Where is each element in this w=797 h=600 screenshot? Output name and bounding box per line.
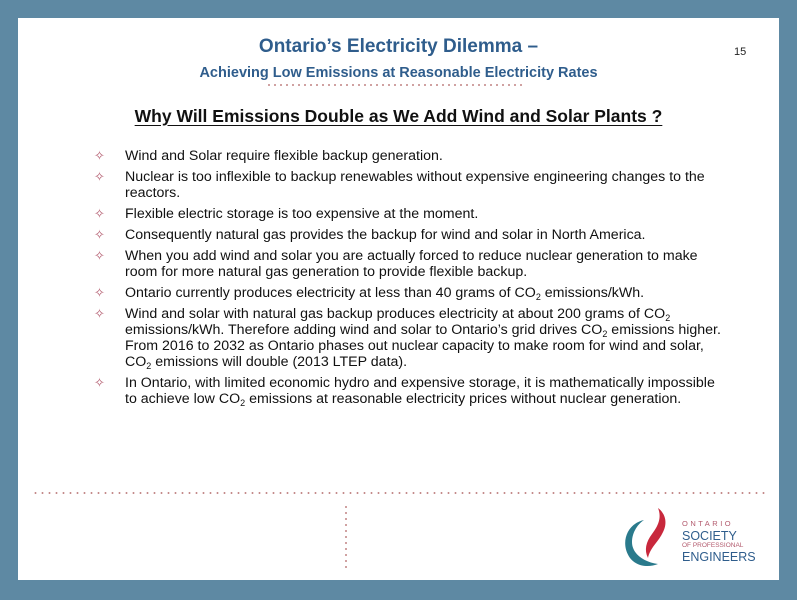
diamond-star-icon: ✧: [94, 306, 105, 321]
footer-divider: [32, 492, 765, 494]
title-divider: [266, 84, 526, 86]
logo-engineers: ENGINEERS: [682, 549, 756, 564]
bullet-item: [90, 148, 730, 164]
bullet-text: Consequently natural gas provides the backup for wind and solar in North America.: [125, 227, 646, 243]
diamond-star-icon: ✧: [94, 248, 105, 263]
bullet-text: Nuclear is too inflexible to backup renewables without expensive engineering changes to the reactors.: [125, 169, 705, 201]
bullet-item: [90, 285, 730, 301]
bullet-text: Wind and Solar require flexible backup generation.: [125, 148, 443, 164]
bullet-text: Wind and solar with natural gas backup produces electricity at about 200 grams of $CO_2$ emissions/kWh. Therefore adding wind and solar to Ontario’s grid drives $CO_2$ emissions higher. From 2016 to 2032 as Ontario phases out nuclear capacity to make room for wind and solar, $CO_2$ emissions will double (2013 LTEP data).: [125, 306, 721, 371]
bullet-text: Flexible electric storage is too expensive at the moment.: [125, 206, 479, 222]
logo-professional: OF PROFESSIONAL: [682, 542, 744, 549]
bullet-item: [90, 248, 730, 280]
slide-title: Ontario’s Electricity Dilemma –: [258, 36, 539, 57]
logo-ontario: ONTARIO: [682, 519, 734, 528]
ospe-logo: [614, 502, 769, 572]
diamond-star-icon: ✧: [94, 285, 105, 300]
slide: [18, 18, 779, 580]
slide-subtitle: Achieving Low Emissions at Reasonable Electricity Rates: [199, 65, 598, 81]
diamond-star-icon: ✧: [94, 169, 105, 184]
bullet-item: [90, 227, 730, 243]
slide-heading: [18, 106, 779, 127]
bullet-list: [90, 148, 730, 412]
logo-swirl-icon: [614, 504, 680, 570]
bullet-item: [90, 306, 730, 370]
diamond-star-icon: ✧: [94, 206, 105, 221]
logo-society: SOCIETY: [682, 528, 737, 543]
diamond-star-icon: ✧: [94, 148, 105, 163]
footer-vertical-divider: [345, 504, 347, 572]
diamond-star-icon: ✧: [94, 227, 105, 242]
bullet-text: In Ontario, with limited economic hydro and expensive storage, it is mathematically impossible to achieve low $CO_2$ emissions at reasonable electricity prices without nuclear generation.: [125, 375, 715, 408]
page-number: 15: [734, 46, 747, 58]
bullet-text: Ontario currently produces electricity at less than 40 grams of $CO_2$ emissions/kWh.: [125, 285, 645, 302]
bullet-item: [90, 375, 730, 407]
bullet-item: [90, 169, 730, 201]
diamond-star-icon: ✧: [94, 375, 105, 390]
slide-heading-text: Why Will Emissions Double as We Add Wind and Solar Plants ?: [134, 106, 663, 126]
bullet-text: When you add wind and solar you are actually forced to reduce nuclear generation to make room for more natural gas generation to provide flexible backup.: [125, 248, 698, 280]
logo-text: [682, 520, 756, 563]
bullet-item: [90, 206, 730, 222]
